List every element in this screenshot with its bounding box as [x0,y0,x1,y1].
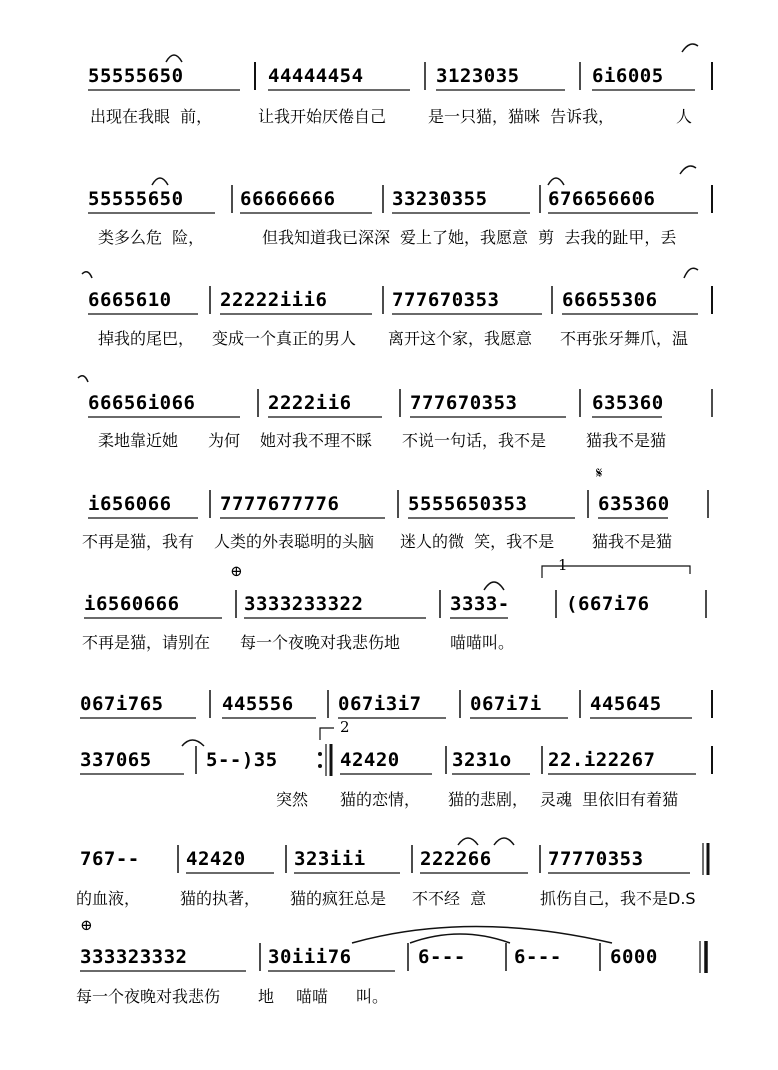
repeat-dot [318,764,322,768]
lyric: 让我开始厌倦自己 [258,107,387,126]
lyric: 每一个夜晚对我悲伤地 [240,633,401,652]
lyric: 不说一句话，我不是 [402,431,547,450]
measure-2-4: 676656606 [548,188,656,210]
lyric: 但我知道我已深深 [262,228,391,247]
measure-2-2: 66666666 [240,188,336,210]
staff-line-3 [82,268,712,348]
measure-10-1: 333323332 [80,946,188,968]
staff-line-1 [88,44,712,126]
lyric: 每一个夜晚对我悲伤 [76,987,221,1006]
tie-mark [458,838,478,845]
measure-5-4: 635360 [598,493,670,515]
lyric: 喵喵 [296,987,329,1006]
staff-line-7 [80,690,712,718]
tie-mark [548,178,564,185]
lyric: 是一只猫，猫咪 告诉我， [428,107,615,126]
tie-mark [166,55,182,62]
staff-line-9 [76,838,708,908]
measure-8-2: 5--)35 [206,749,278,771]
volta-2-label: 2 [340,718,350,736]
measure-2-1: 55555650 [88,188,184,210]
measure-9-2: 42420 [186,848,246,870]
measure-1-3: 3123035 [436,65,520,87]
lyric: 为何 [208,431,241,450]
tie-mark [152,178,168,185]
lyric: 叫。 [356,987,389,1006]
lyric: 不不经 意 [412,889,487,908]
measure-5-2: 7777677776 [220,493,340,515]
lyric: 掉我的尾巴， [98,329,195,348]
tie-mark [82,272,92,278]
measure-4-1: 66656i066 [88,392,196,414]
measure-10-5: 6000 [610,946,658,968]
slur-mark [352,927,612,944]
measure-3-1: 6665610 [88,289,172,311]
lyric: 迷人的微 笑，我不是 [400,532,555,551]
lyric: 出现在我眼 前， [90,107,213,126]
measure-1-1: 55555650 [88,65,184,87]
lyric: 不再张牙舞爪，温 [560,329,689,348]
measure-6-2: 3333233322 [244,593,364,615]
measure-2-3: 33230355 [392,188,488,210]
measure-3-3: 777670353 [392,289,500,311]
measure-6-4: (667i76 [566,593,650,615]
tie-mark [410,934,510,943]
coda-sign: ⊕ [230,562,243,580]
lyric: 柔地靠近她 [98,431,179,450]
measure-10-4: 6--- [514,946,562,968]
lyric: 猫的悲剧， [448,790,529,809]
measure-3-4: 66655306 [562,289,658,311]
measure-10-3: 6--- [418,946,466,968]
staff-line-4 [78,376,712,450]
measure-9-5: 77770353 [548,848,644,870]
lyric: 喵喵叫。 [450,633,515,652]
staff-line-8 [80,718,712,809]
measure-6-3: 3333- [450,593,510,615]
measure-8-3: 42420 [340,749,400,771]
tie-mark [680,166,696,174]
measure-5-3: 5555650353 [408,493,528,515]
lyric: 猫的执著， [180,889,261,908]
lyric: 抓伤自己，我不是D.S [540,889,696,908]
measure-7-5: 445645 [590,693,662,715]
measure-5-1: i656066 [88,493,172,515]
lyric: 猫的恋情， [340,790,421,809]
staff-line-6 [82,556,706,652]
lyric: 猫的疯狂总是 [290,889,387,908]
measure-8-4: 3231o [452,749,512,771]
lyric: 地 [258,987,275,1006]
tie-mark [684,268,698,278]
measure-10-2: 30iii76 [268,946,352,968]
measure-7-4: 067i7i [470,693,542,715]
segno-sign: 𝄋 [596,464,603,482]
coda-sign: ⊕ [80,916,93,934]
measure-7-2: 445556 [222,693,294,715]
tie-mark [682,44,698,52]
lyric: 不再是猫，我有 [82,532,195,551]
tie-mark [494,838,514,845]
lyric: 人 [676,107,693,126]
lyric: 猫我不是猫 [592,532,673,551]
measure-1-2: 44444454 [268,65,364,87]
measure-4-3: 777670353 [410,392,518,414]
measure-9-3: 323iii [294,848,366,870]
staff-line-5 [82,464,708,551]
tie-mark [182,740,204,746]
measure-7-1: 067i765 [80,693,164,715]
lyric: 猫我不是猫 [586,431,667,450]
lyric: 离开这个家，我愿意 [388,329,533,348]
measure-8-1: 337065 [80,749,152,771]
lyric: 不再是猫，请别在 [82,633,211,652]
repeat-dot [318,752,322,756]
measure-9-1: 767-- [80,848,140,870]
measure-3-2: 22222iii6 [220,289,328,311]
lyric: 突然 [276,790,309,809]
measure-1-4: 6i6005 [592,65,664,87]
staff-line-10 [76,916,706,1006]
measure-7-3: 067i3i7 [338,693,422,715]
volta-2-bracket [320,728,334,740]
measure-4-4: 635360 [592,392,664,414]
lyric: 她对我不理不睬 [260,431,373,450]
lyric: 变成一个真正的男人 [212,329,357,348]
lyric: 人类的外表聪明的头脑 [214,532,375,551]
measure-8-5: 22.i22267 [548,749,656,771]
lyric: 爱上了她，我愿意 剪 去我的趾甲，丢 [400,228,677,247]
measure-4-2: 2222ii6 [268,392,352,414]
lyric: 类多么危 险， [98,228,205,247]
tie-mark [78,376,88,382]
tie-mark [484,582,504,590]
measure-6-1: i6560666 [84,593,180,615]
volta-1-label: 1 [558,556,568,574]
lyric: 灵魂 里依旧有着猫 [540,790,679,809]
staff-line-2 [88,166,712,247]
measure-9-4: 222266 [420,848,492,870]
lyric: 的血液， [76,889,141,908]
